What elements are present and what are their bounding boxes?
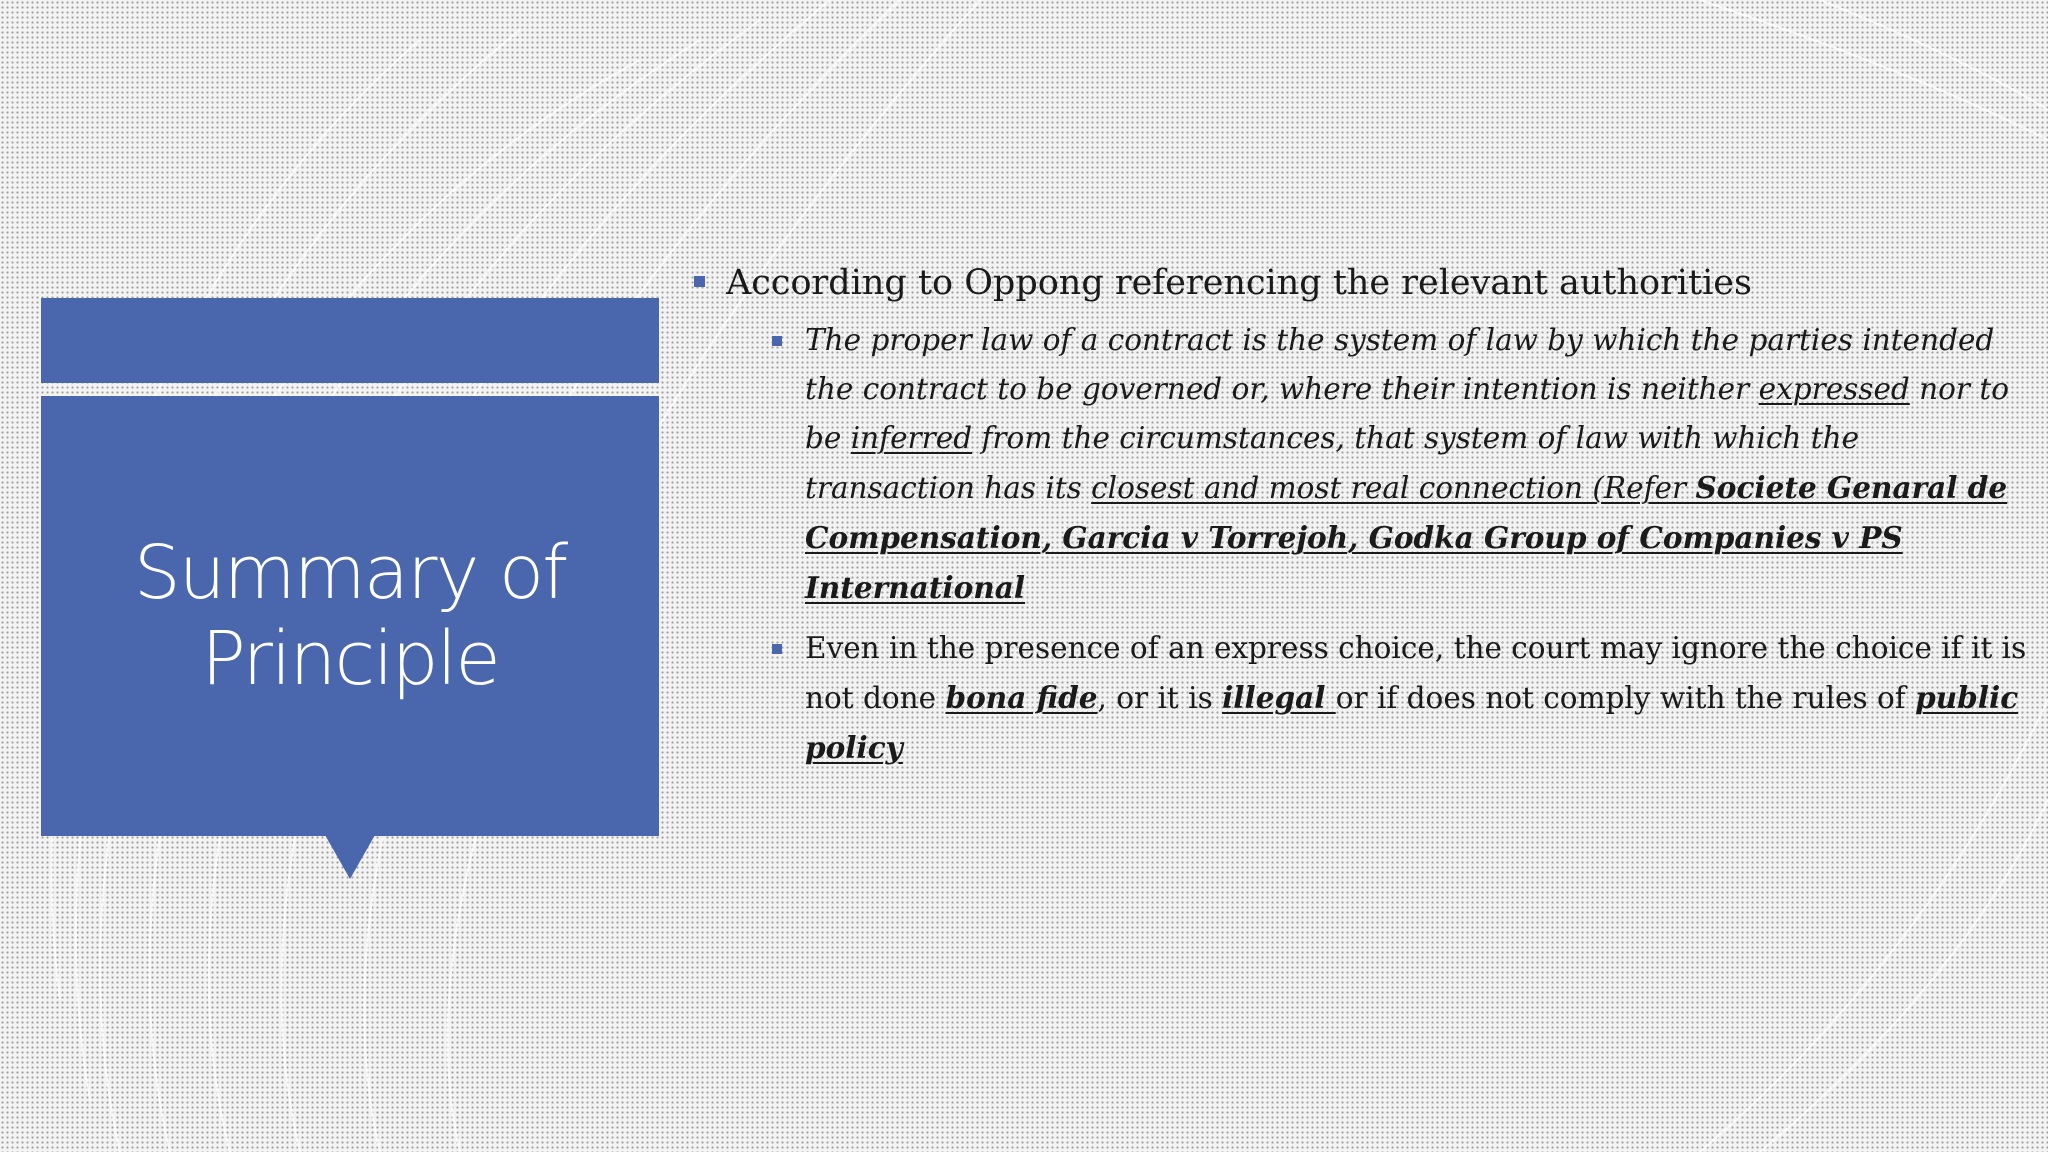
- second-public-policy: public policy: [805, 680, 2019, 765]
- title-accent-bar: [41, 298, 659, 383]
- second-text-3: or if does not comply with the rules of: [1335, 681, 1916, 715]
- square-bullet-icon: [772, 336, 782, 346]
- slide-content: [690, 258, 2027, 784]
- quote-text-3: from the circumstances, that system of law with which the transaction has its: [805, 421, 1860, 505]
- quote-text-2: nor to be: [805, 372, 2010, 455]
- second-bona-fide: bona fide: [945, 680, 1098, 715]
- quote-expressed: expressed: [1758, 372, 1910, 406]
- slide-title: [134, 530, 566, 702]
- quote-cases: Societe Genaral de Compensation, Garcia v Torrejoh, Godka Group of Companies v PS International: [805, 470, 2008, 605]
- slide-title-line-1: Summary of: [133, 530, 567, 616]
- quote-text-1: The proper law of a contract is the system of law by which the parties intended the contract to be governed or, where their intention is neither: [805, 323, 1995, 406]
- title-box-pointer: [325, 835, 375, 879]
- square-bullet-icon: [772, 644, 782, 654]
- bullet-main-point: [690, 258, 2020, 308]
- bullet-express-choice: [805, 624, 2030, 773]
- quote-inferred: inferred: [850, 421, 973, 455]
- square-bullet-icon: [694, 276, 705, 287]
- second-illegal: illegal: [1222, 680, 1336, 715]
- bullet-proper-law-quote: [805, 316, 2030, 613]
- slide-title-line-2: Principle: [201, 616, 499, 702]
- main-point-text: According to Oppong referencing the relevant authorities: [726, 263, 1752, 303]
- quote-connection: closest and most real connection (Refer: [1091, 471, 1696, 505]
- title-box: [41, 396, 659, 836]
- second-text-2: , or it is: [1097, 681, 1223, 715]
- second-text-1: Even in the presence of an express choice, the court may ignore the choice if it is not done: [805, 631, 2027, 715]
